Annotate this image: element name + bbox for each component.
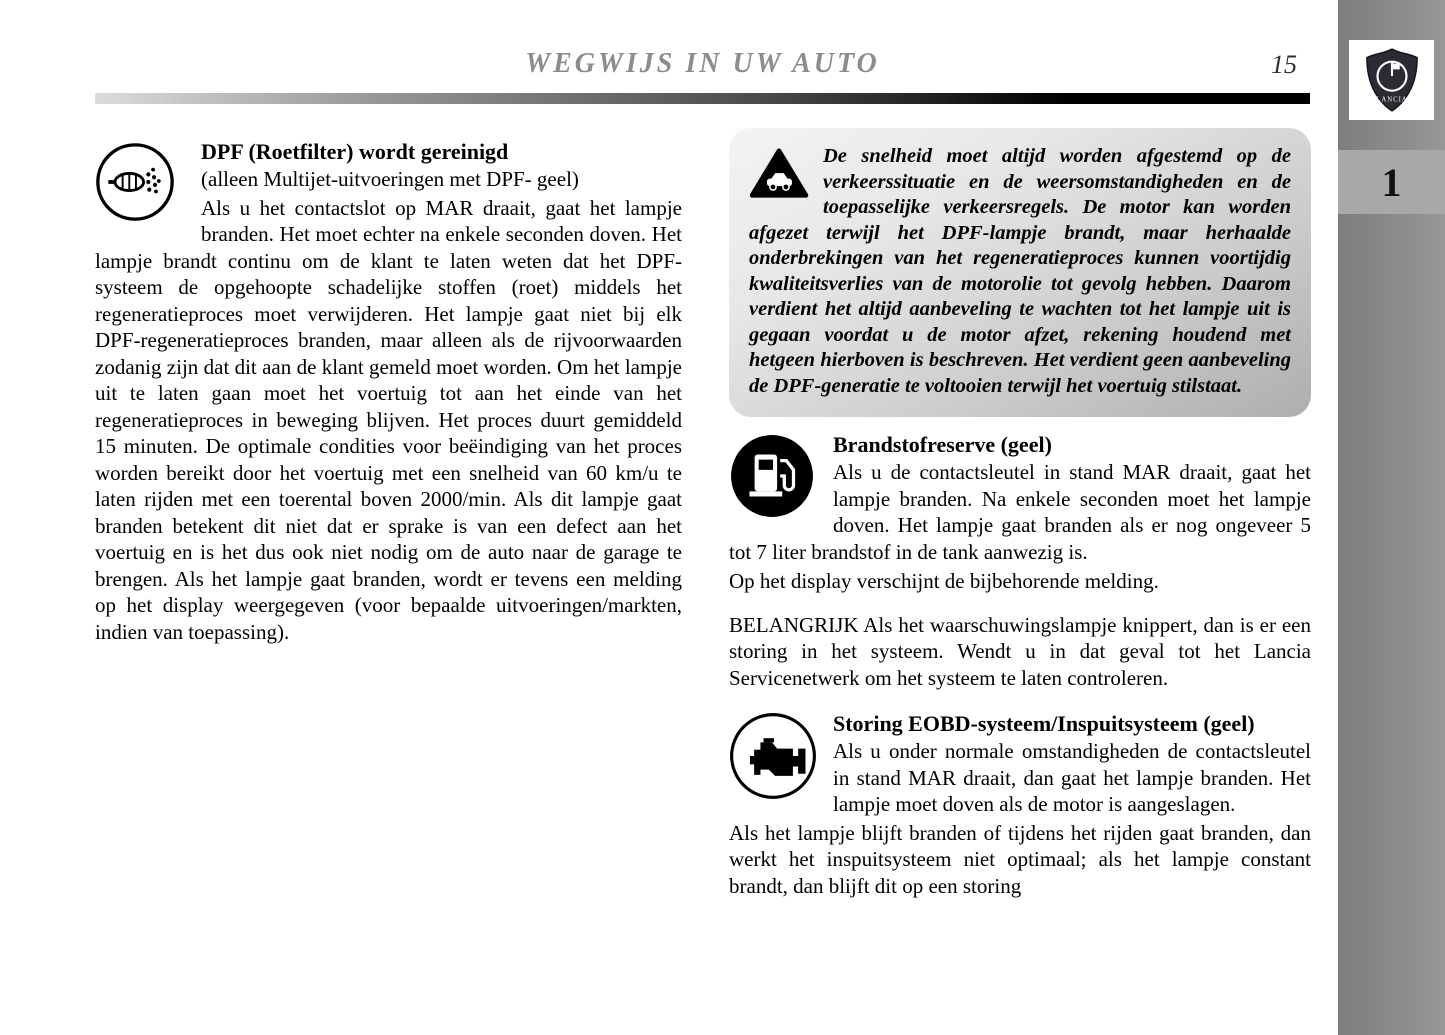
eobd-body-2: Als het lampje blijft branden of tijdens het rijden gaat branden, dan werkt het inspuitsysteem niet optimaal; als het lampje constant brandt, dan blijft dit op een storing: [729, 820, 1311, 898]
lancia-logo-icon: [1363, 47, 1421, 113]
fuel-reserve-body: Als u de contactsleutel in stand MAR draait, gaat het lampje branden. Na enkele seconden moet het lampje doven. Het lampje gaat branden als er nog ongeveer 5 tot 7 liter brandstof in de tank aanwezig is.: [729, 460, 1311, 564]
dpf-filter-icon: [95, 142, 175, 222]
lancia-logo-panel: [1349, 40, 1434, 120]
left-column: [95, 138, 682, 645]
dpf-body: Als u het contactslot op MAR draait, gaat het lampje branden. Het moet echter na enkele seconden doven. Het lampje brandt continu om de klant te laten weten dat het DPF-systeem de opgehoopte schadelijke stoffen (roet) middels het regeneratieproces moet verwijderen. Het lampje gaat niet bij elk DPF-regeneratieproces branden, maar alleen als de rijvoorwaarden zodanig zijn dat dit aan de klant gemeld moet worden. Om het lampje uit te laten gaan moet het voertuig tot aan het einde van het regeneratieproces in beweging blijven. Het proces duurt gemiddeld 15 minuten. De optimale condities voor beëindiging van het proces worden bereikt door het voertuig met een snelheid van 60 km/u te laten rijden met een toerental boven 2000/min. Als dit lampje gaat branden betekent dit niet dat er sprake is van een defect aan het voertuig en is het dus ook niet nodig om de auto naar de garage te brengen. Als het lampje gaat branden, wordt er tevens een melding op het display weergegeven (voor bepaalde uitvoeringen/markten, indien van toepassing).: [95, 195, 682, 644]
eobd-body: Als u onder normale omstandigheden de contactsleutel in stand MAR draait, dan gaat het lampje branden. Het lampje moet doven als de motor is aangeslagen.: [833, 739, 1311, 816]
dpf-section: [95, 138, 682, 645]
fuel-pump-icon: [729, 433, 815, 519]
fuel-display-note: Op het display verschijnt de bijbehorende melding.: [729, 569, 1159, 593]
right-column: [729, 128, 1311, 899]
warning-text: De snelheid moet altijd worden afgestemd op de verkeerssituatie en de weersomstandigheden en de toepasselijke verkeersregels. De motor kan worden afgezet terwijl het DPF-lampje brandt, maar herhaalde onderbrekingen van het regeneratieproces kunnen voortijdig kwaliteitsverlies van de motorolie tot gevolg hebben. Daarom verdient het altijd aanbeveling te wachten tot het lampje uit is gegaan voordat u de motor afzet, rekening houdend met hetgeen hierboven is beschreven. Het verdient geen aanbeveling de DPF-generatie te voltooien terwijl het voertuig stilstaat.: [749, 145, 1291, 397]
important-paragraph: [729, 612, 1311, 692]
engine-check-icon: [729, 712, 817, 800]
page-title: WEGWIJS IN UW AUTO: [525, 48, 880, 79]
warning-triangle-icon: [749, 148, 809, 200]
important-label: BELANGRIJK: [729, 612, 859, 637]
fuel-reserve-heading: Brandstofreserve (geel): [833, 432, 1052, 457]
dpf-subheading: (alleen Multijet-uitvoeringen met DPF- geel): [201, 167, 579, 191]
fuel-reserve-section: [729, 431, 1311, 691]
warning-box: [729, 128, 1311, 417]
chapter-number-tab: [1338, 150, 1445, 214]
dpf-heading: DPF (Roetfilter) wordt gereinigd: [201, 139, 509, 164]
header-rule: [95, 93, 1310, 104]
chapter-number: 1: [1381, 159, 1402, 205]
lancia-logo-text: LANCIA: [1375, 96, 1408, 104]
page-number: 15: [1271, 50, 1297, 79]
eobd-heading: Storing EOBD-systeem/Inspuitsysteem (geel): [833, 711, 1255, 736]
chapter-sidebar: [1338, 0, 1445, 1035]
important-text: Als het waarschuwingslampje knippert, dan is er een storing in het systeem. Wendt u in dat geval tot het Lancia Servicenetwerk om het systeem te laten controleren.: [729, 612, 1311, 690]
eobd-section: [729, 710, 1311, 899]
